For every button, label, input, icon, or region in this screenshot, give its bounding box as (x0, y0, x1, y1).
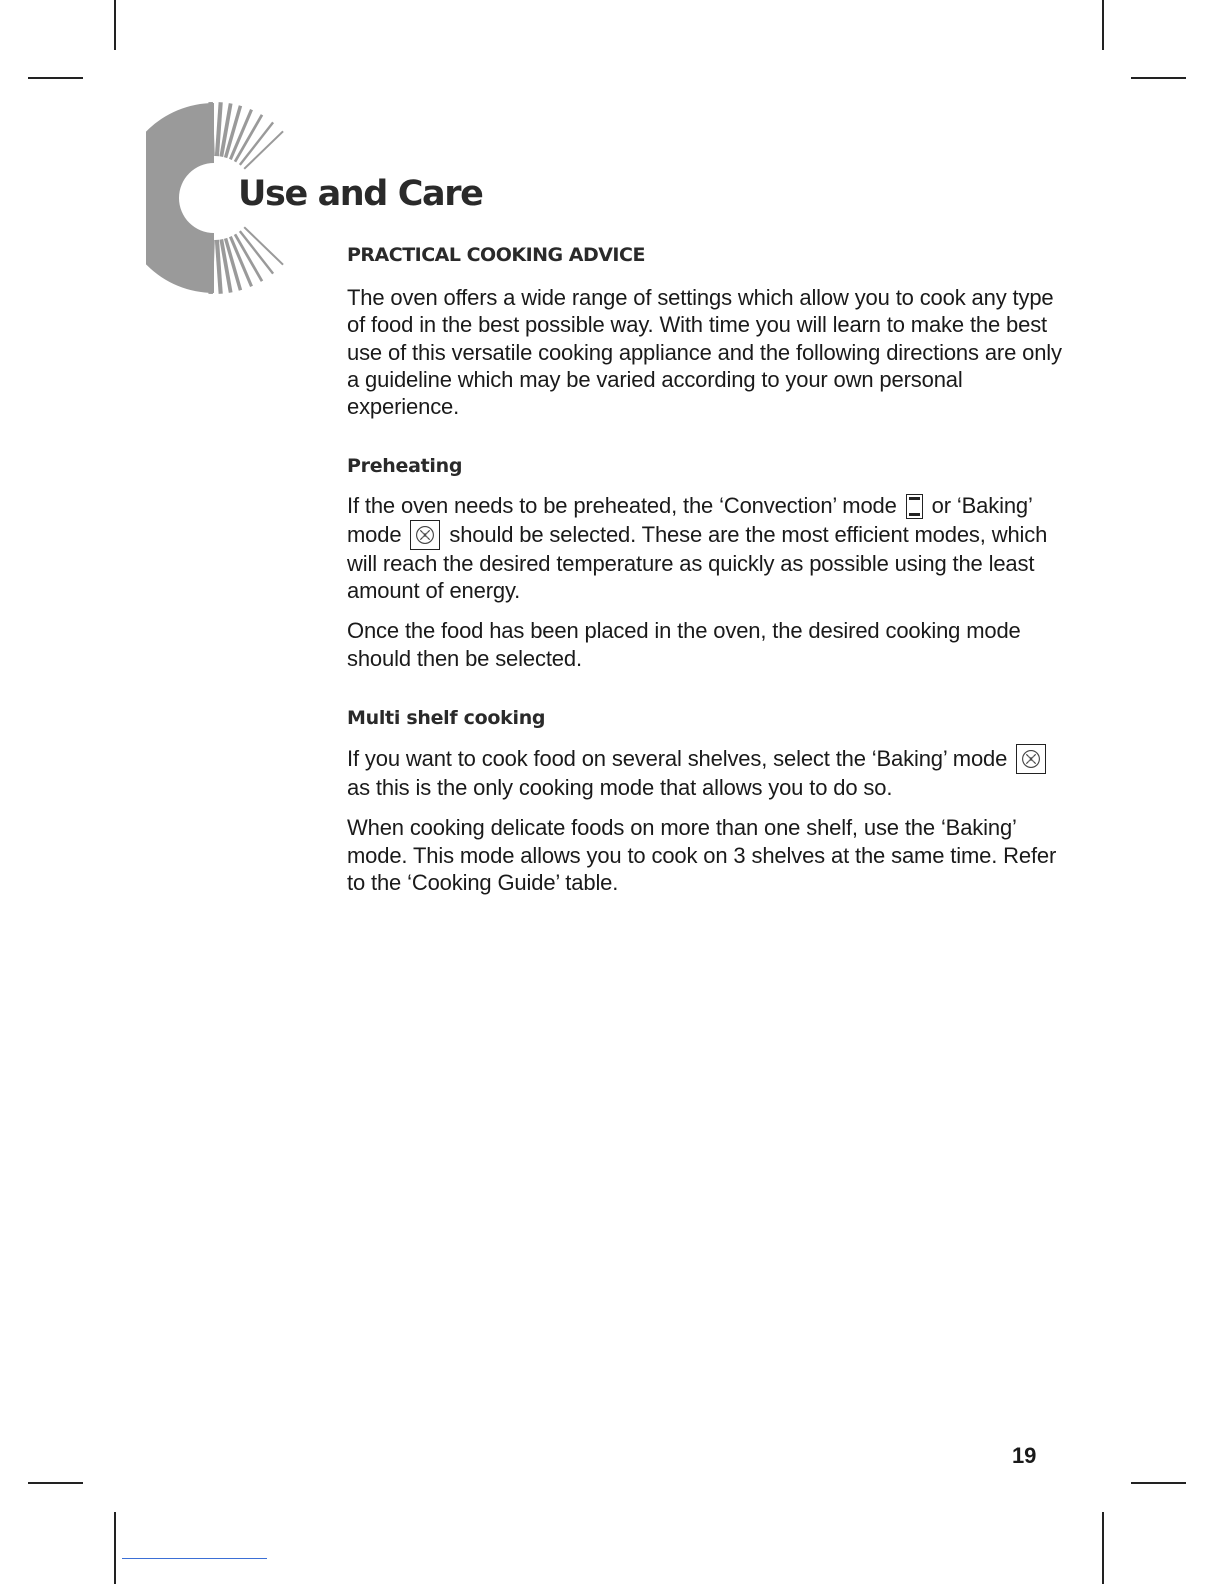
crop-mark (1102, 0, 1104, 50)
preheating-paragraph-1 (347, 492, 1067, 604)
multi-shelf-paragraph-1 (347, 744, 1067, 801)
multi-shelf-heading: Multi shelf cooking (347, 706, 546, 729)
baking-mode-icon (410, 520, 440, 550)
text-run: If the oven needs to be preheated, the ‘Convection’ mode (347, 493, 897, 519)
section-title: Use and Care (238, 174, 483, 214)
logo-ray (217, 102, 221, 156)
main-heading: PRACTICAL COOKING ADVICE (347, 244, 645, 266)
logo-ray (211, 102, 213, 156)
crop-mark (114, 0, 116, 50)
logo-ray (211, 240, 213, 294)
text-run: as this is the only cooking mode that allows you to do so. (347, 774, 893, 800)
preheating-heading: Preheating (347, 455, 463, 478)
page-number: 19 (1012, 1443, 1037, 1468)
footer-rule (122, 1558, 267, 1559)
preheating-paragraph-2: Once the food has been placed in the oven, the desired cooking mode should then be selected. (347, 618, 1021, 671)
main-content (347, 244, 1067, 909)
text-run: or ‘Baking’ mode (347, 493, 1032, 547)
multi-shelf-paragraph-2: When cooking delicate foods on more than one shelf, use the ‘Baking’ mode. This mode allows you to cook on 3 shelves at the same time. Refer to the ‘Cooking Guide’ table. (347, 815, 1057, 895)
convection-mode-icon (906, 494, 923, 519)
baking-mode-icon (1016, 744, 1046, 774)
crop-mark (114, 1512, 116, 1584)
crop-mark (28, 1482, 83, 1484)
crop-mark (1102, 1512, 1104, 1584)
intro-paragraph: The oven offers a wide range of settings which allow you to cook any type of food in the best possible way. With time you will learn to make the best use of this versatile cooking appliance and the following directions are only a guideline which may be varied according to your own personal experience. (347, 285, 1062, 420)
crop-mark (1131, 77, 1186, 79)
crop-mark (1131, 1482, 1186, 1484)
crop-mark (28, 77, 83, 79)
text-run: should be selected. These are the most efficient modes, which will reach the desired temperature as quickly as possible using the least amount of energy. (347, 521, 1048, 604)
logo-ray (217, 240, 221, 294)
text-run: If you want to cook food on several shelves, select the ‘Baking’ mode (347, 745, 1008, 771)
